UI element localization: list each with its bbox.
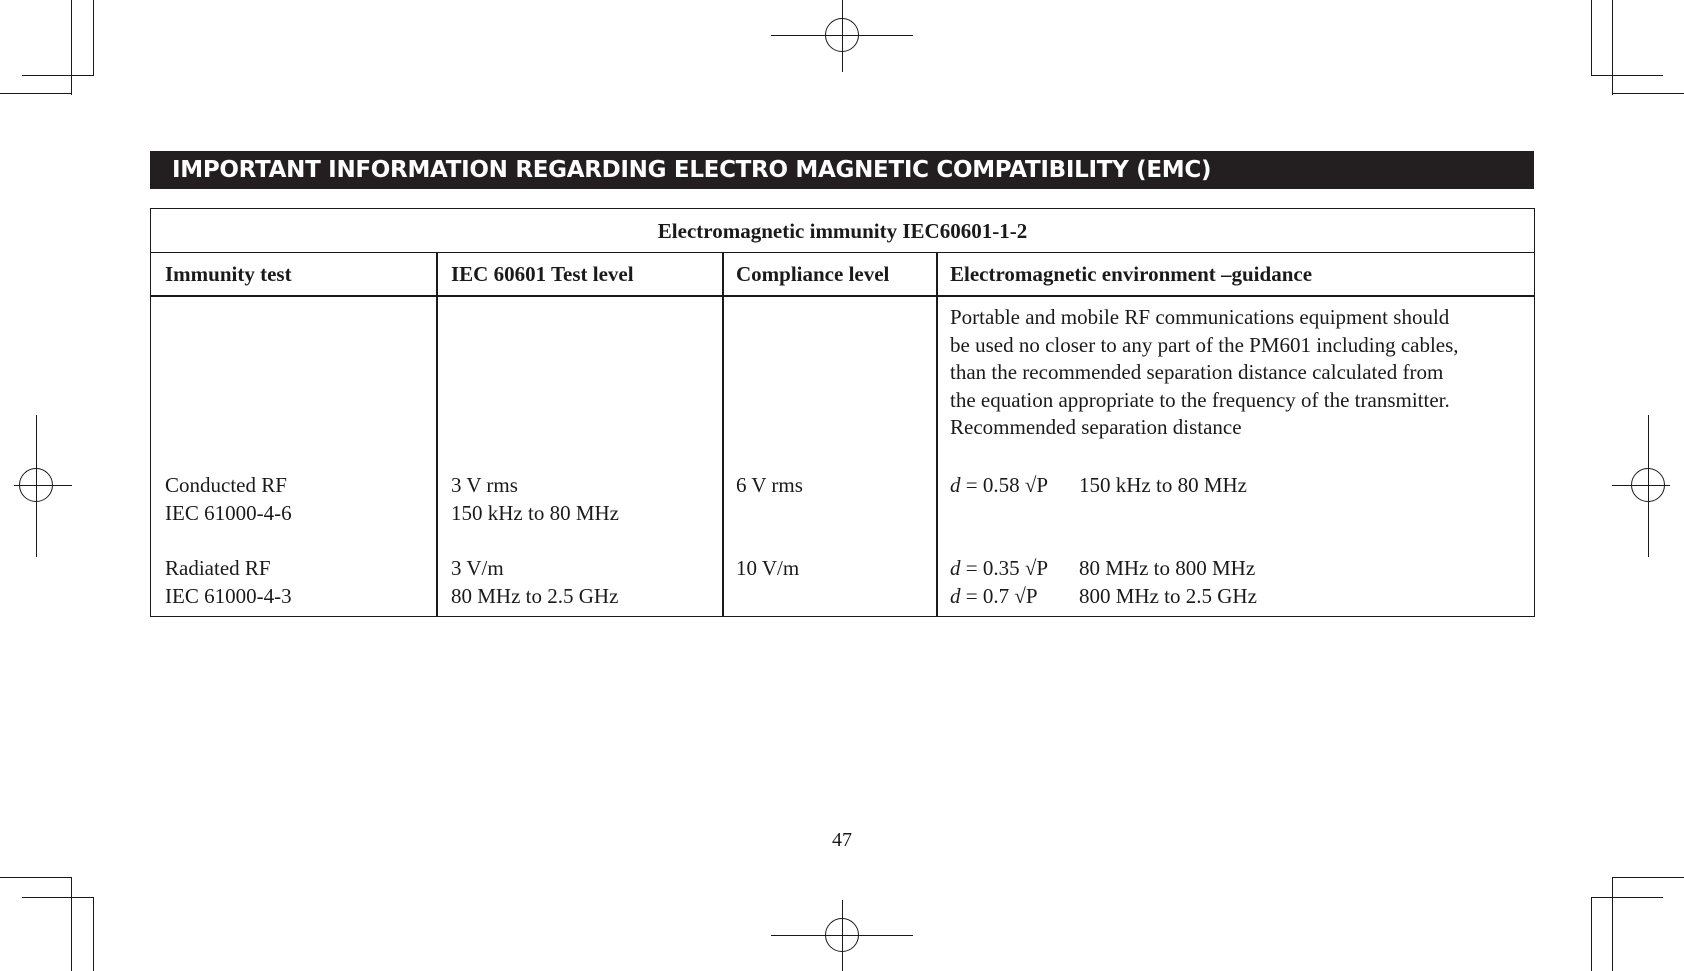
row-radiated-rf-level [451,554,618,610]
guidance-paragraph [950,304,1520,442]
emc-immunity-table [150,208,1535,617]
formula-expression: = 0.35 √P [960,556,1049,580]
table-header-row [151,253,1534,297]
formula-variable: d [950,473,961,497]
registration-mark-circle [19,468,53,502]
separation-formula [950,554,1256,582]
row-conducted-rf-test [165,471,292,527]
column-header-compliance-level: Compliance level [736,262,890,286]
table-title: Electromagnetic immunity IEC60601-1-2 [151,209,1534,253]
registration-mark-circle [825,18,859,52]
formula-frequency-range: 800 MHz to 2.5 GHz [1079,584,1257,608]
row-conducted-rf-level [451,471,619,527]
row-radiated-rf-test [165,554,292,610]
crop-mark-line [1591,897,1663,898]
guidance-line: the equation appropriate to the frequency of the transmitter. [950,387,1450,412]
guidance-line: Recommended separation distance [950,415,1242,440]
immunity-test-name: Radiated RF [165,556,271,580]
immunity-test-name: Conducted RF [165,473,287,497]
immunity-test-standard: IEC 61000-4-3 [165,584,292,608]
crop-mark-line [1612,877,1613,971]
test-level-value: 3 V rms [451,473,518,497]
crop-mark-line [0,877,71,878]
crop-mark-line [1591,897,1592,971]
column-divider [936,253,938,616]
crop-mark-line [1612,93,1684,94]
crop-mark-line [1591,75,1663,76]
column-divider [722,253,724,616]
formula-frequency-range: 80 MHz to 800 MHz [1079,556,1256,580]
column-header-test-level: IEC 60601 Test level [451,262,634,286]
crop-mark-line [0,93,71,94]
page-number: 47 [832,829,852,851]
column-divider [436,253,438,616]
separation-formula [950,582,1257,610]
crop-mark-line [93,897,94,971]
registration-mark-circle [1631,468,1665,502]
column-header-immunity-test: Immunity test [165,262,292,286]
test-level-value: 3 V/m [451,556,504,580]
separation-formula [950,471,1247,499]
crop-mark-line [22,897,94,898]
registration-mark-circle [825,918,859,952]
crop-mark-line [22,75,94,76]
formula-variable: d [950,556,961,580]
crop-mark-line [71,877,72,971]
crop-mark-line [1612,0,1613,95]
formula-expression: = 0.58 √P [960,473,1049,497]
crop-mark-line [1591,0,1592,75]
test-level-range: 150 kHz to 80 MHz [451,501,619,525]
column-header-guidance: Electromagnetic environment –guidance [950,262,1313,286]
section-banner: IMPORTANT INFORMATION REGARDING ELECTRO MAGNETIC COMPATIBILITY (EMC) [150,151,1534,189]
crop-mark-line [1612,877,1684,878]
formula-frequency-range: 150 kHz to 80 MHz [1079,473,1247,497]
guidance-line: Portable and mobile RF communications equipment should [950,305,1450,329]
guidance-line: than the recommended separation distance calculated from [950,360,1444,385]
immunity-test-standard: IEC 61000-4-6 [165,501,292,525]
test-level-range: 80 MHz to 2.5 GHz [451,584,619,608]
crop-mark-line [93,0,94,75]
guidance-line: be used no closer to any part of the PM601 including cables, [950,332,1459,357]
formula-expression: = 0.7 √P [960,584,1038,608]
crop-mark-line [71,0,72,95]
row-conducted-rf-compliance: 6 V rms [736,473,803,497]
formula-variable: d [950,584,961,608]
row-radiated-rf-compliance: 10 V/m [736,556,800,580]
